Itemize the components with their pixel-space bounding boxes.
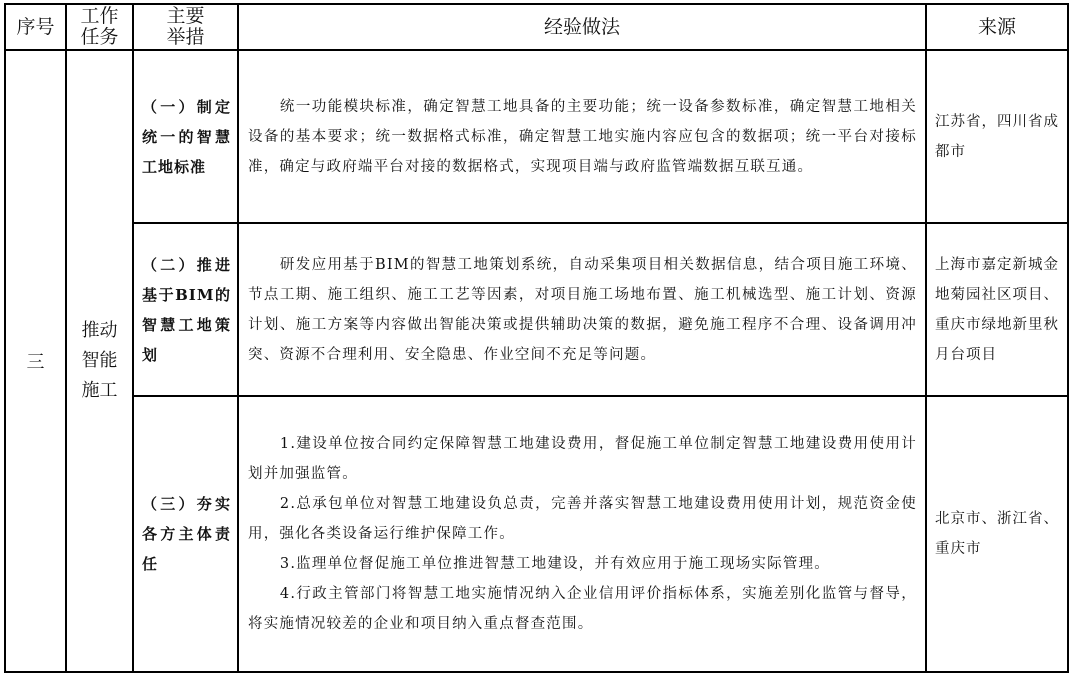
practice-cell	[238, 50, 926, 223]
practice-paragraph: 1.建设单位按合同约定保障智慧工地建设费用，督促施工单位制定智慧工地建设费用使用计划并加强监管。	[248, 436, 917, 482]
measure-cell: （一）制定统一的智慧工地标准	[133, 50, 238, 223]
source-cell: 江苏省，四川省成都市	[926, 50, 1068, 223]
practice-paragraph: 3.监理单位督促施工单位推进智慧工地建设，并有效应用于施工现场实际管理。	[279, 556, 830, 572]
header-source: 来源	[926, 4, 1068, 50]
table-row	[5, 223, 1068, 396]
practice-cell	[238, 396, 926, 672]
header-task-line2: 任务	[80, 26, 119, 48]
measure-cell: （三）夯实各方主体责任	[133, 396, 238, 672]
source-cell: 上海市嘉定新城金地菊园社区项目、重庆市绿地新里秋月台项目	[926, 223, 1068, 396]
header-row	[5, 4, 1068, 50]
table-row	[5, 50, 1068, 223]
group-task	[66, 50, 133, 672]
table-row	[5, 396, 1068, 672]
practice-cell	[238, 223, 926, 396]
practice-paragraph: 统一功能模块标准，确定智慧工地具备的主要功能；统一设备参数标准，确定智慧工地相关设备的基本要求；统一数据格式标准，确定智慧工地实施内容应包含的数据项；统一平台对接标准，确定与政府端平台对接的数据格式，实现项目端与政府监管端数据互联互通。	[248, 98, 917, 175]
header-practice: 经验做法	[238, 4, 926, 50]
group-task-line1: 推动	[81, 320, 118, 341]
header-measure	[133, 4, 238, 50]
source-cell: 北京市、浙江省、重庆市	[926, 396, 1068, 672]
group-seq: 三	[5, 50, 66, 672]
practice-paragraph: 研发应用基于BIM的智慧工地策划系统，自动采集项目相关数据信息，结合项目施工环境、节点工期、施工组织、施工工艺等因素，对项目施工场地布置、施工机械选型、施工计划、资源计划、施工方案等内容做出智能决策或提供辅助决策的数据，避免施工程序不合理、设备调用冲突、资源不合理利用、安全隐患、作业空间不充足等问题。	[248, 256, 917, 363]
header-seq: 序号	[5, 4, 66, 50]
practice-paragraph: 4.行政主管部门将智慧工地实施情况纳入企业信用评价指标体系，实施差别化监管与督导，将实施情况较差的企业和项目纳入重点督查范围。	[248, 586, 917, 632]
group-task-line3: 施工	[81, 380, 118, 401]
header-measure-line2: 举措	[166, 26, 205, 48]
practice-paragraph: 2.总承包单位对智慧工地建设负总责，完善并落实智慧工地建设费用使用计划，规范资金使用，强化各类设备运行维护保障工作。	[248, 496, 917, 542]
group-task-line2: 智能	[81, 350, 118, 371]
header-measure-line1: 主要	[166, 5, 205, 27]
measure-cell: （二）推进基于BIM的智慧工地策划	[133, 223, 238, 396]
experience-table	[4, 3, 1069, 673]
header-task-line1: 工作	[80, 5, 119, 27]
header-task	[66, 4, 133, 50]
